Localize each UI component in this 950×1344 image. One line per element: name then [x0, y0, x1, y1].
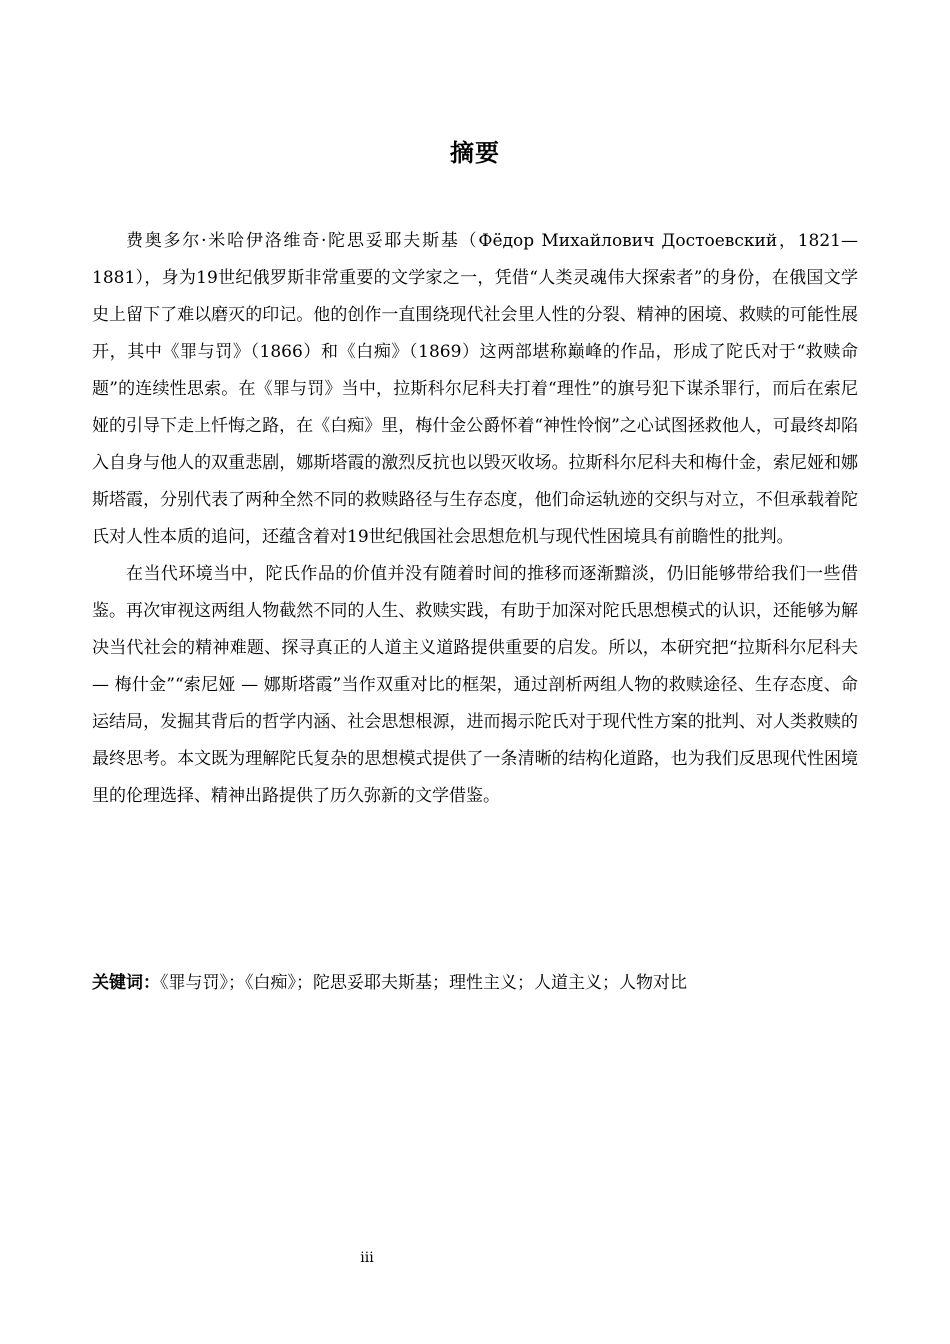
keywords-list: 《罪与罚》；《白痴》；陀思妥耶夫斯基；理性主义；人道主义；人物对比	[160, 973, 687, 993]
keywords-line	[92, 968, 858, 998]
abstract-body	[92, 223, 858, 815]
page-number: iii	[360, 1250, 374, 1266]
paragraph-2: 在当代环境当中，陀氏作品的价值并没有随着时间的推移而逐渐黯淡，仍旧能够带给我们一些借鉴。再次审视这两组人物截然不同的人生、救赎实践，有助于加深对陀氏思想模式的认识，还能够为解决当代社会的精神难题、探寻真正的人道主义道路提供重要的启发。所以，本研究把“拉斯科尔尼科夫 — 梅什金”“索尼娅 — 娜斯塔霞”当作双重对比的框架，通过剖析两组人物的救赎途径、生存态度、命运结局，发掘其背后的哲学内涵、社会思想根源，进而揭示陀氏对于现代性方案的批判、对人类救赎的最终思考。本文既为理解陀氏复杂的思想模式提供了一条清晰的结构化道路，也为我们反思现代性困境里的伦理选择、精神出路提供了历久弥新的文学借鉴。	[92, 564, 858, 806]
keywords-label: 关键词：	[92, 973, 160, 993]
paragraph-1: 费奥多尔·米哈伊洛维奇·陀思妥耶夫斯基（Фёдор Михайлович Достоевский，1821—1881），身为19世纪俄罗斯非常重要的文学家之一，凭借“人类灵魂伟大探索者”的身份，在俄国文学史上留下了难以磨灭的印记。他的创作一直围绕现代社会里人性的分裂、精神的困境、救赎的可能性展开，其中《罪与罚》（1866）和《白痴》（1869）这两部堪称巅峰的作品，形成了陀氏对于“救赎命题”的连续性思索。在《罪与罚》当中，拉斯科尔尼科夫打着“理性”的旗号犯下谋杀罪行，而后在索尼娅的引导下走上忏悔之路，在《白痴》里，梅什金公爵怀着“神性怜悯”之心试图拯救他人，可最终却陷入自身与他人的双重悲剧，娜斯塔霞的激烈反抗也以毁灭收场。拉斯科尔尼科夫和梅什金，索尼娅和娜斯塔霞，分别代表了两种全然不同的救赎路径与生存态度，他们命运轨迹的交织与对立，不但承载着陀氏对人性本质的追问，还蕴含着对19世纪俄国社会思想危机与现代性困境具有前瞻性的批判。	[92, 231, 858, 547]
page-title: 摘要	[450, 139, 500, 167]
